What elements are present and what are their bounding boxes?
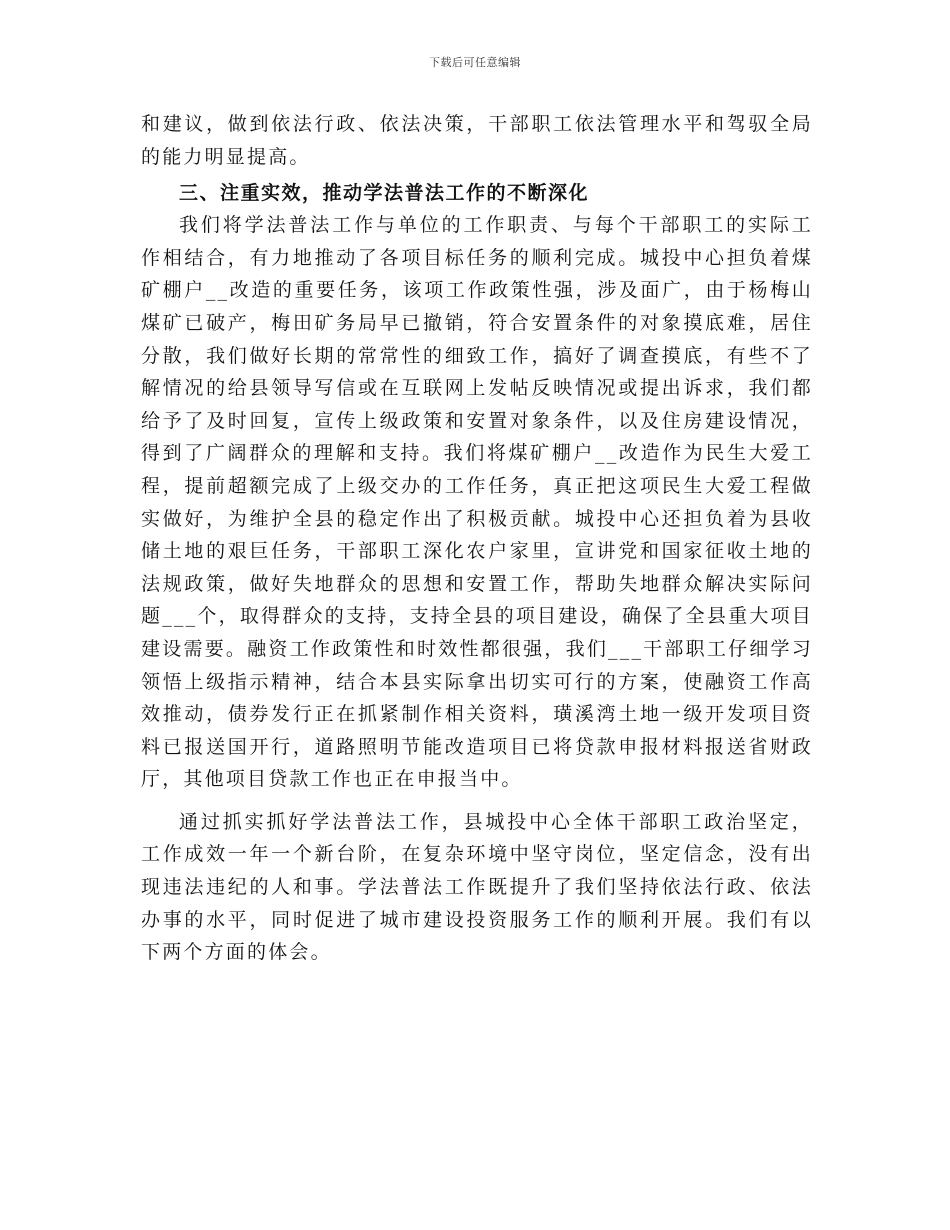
paragraph-body: 我们将学法普法工作与单位的工作职责、与每个干部职工的实际工作相结合，有力地推动了各项目标任务的顺利完成。城投中心担负着煤矿棚户__改造的重要任务，该项工作政策性强，涉及面广，由于杨梅山煤矿已破产，梅田矿务局早已撤销，符合安置条件的对象摸底难，居住分散，我们做好长期的常常性的细致工作，搞好了调查摸底，有些不了解情况的给县领导写信或在互联网上发帖反映情况或提出诉求，我们都给予了及时回复，宣传上级政策和安置对象条件，以及住房建设情况，得到了广阔群众的理解和支持。我们将煤矿棚户__改造作为民生大爱工程，提前超额完成了上级交办的工作任务，真正把这项民生大爱工程做实做好，为维护全县的稳定作出了积极贡献。城投中心还担负着为县收储土地的艰巨任务，干部职工深化农户家里，宣讲党和国家征收土地的法规政策，做好失地群众的思想和安置工作，帮助失地群众解决实际问题___个，取得群众的支持，支持全县的项目建设，确保了全县重大项目建设需要。融资工作政策性和时效性都很强，我们___干部职工仔细学习领悟上级指示精神，结合本县实际拿出切实可行的方案，使融资工作高效推动，债券发行正在抓紧制作相关资料，璜溪湾土地一级开发项目资料已报送国开行，道路照明节能改造项目已将贷款申报材料报送省财政厅，其他项目贷款工作也正在申报当中。 [141,214,813,791]
page-header: 下载后可任意编辑 [429,56,521,69]
document-body [141,108,813,969]
paragraph-continuation: 和建议，做到依法行政、依法决策，干部职工依法管理水平和驾驭全局的能力明显提高。 [141,113,813,168]
paragraph-summary: 通过抓实抓好学法普法工作，县城投中心全体干部职工政治坚定，工作成效一年一个新台阶，在复杂环境中坚守岗位，坚定信念，没有出现违法违纪的人和事。学法普法工作既提升了我们坚持依法行政、依法办事的水平，同时促进了城市建设投资服务工作的顺利开展。我们有以下两个方面的体会。 [141,810,813,964]
section-heading: 三、注重实效，推动学法普法工作的不断深化 [179,182,590,205]
